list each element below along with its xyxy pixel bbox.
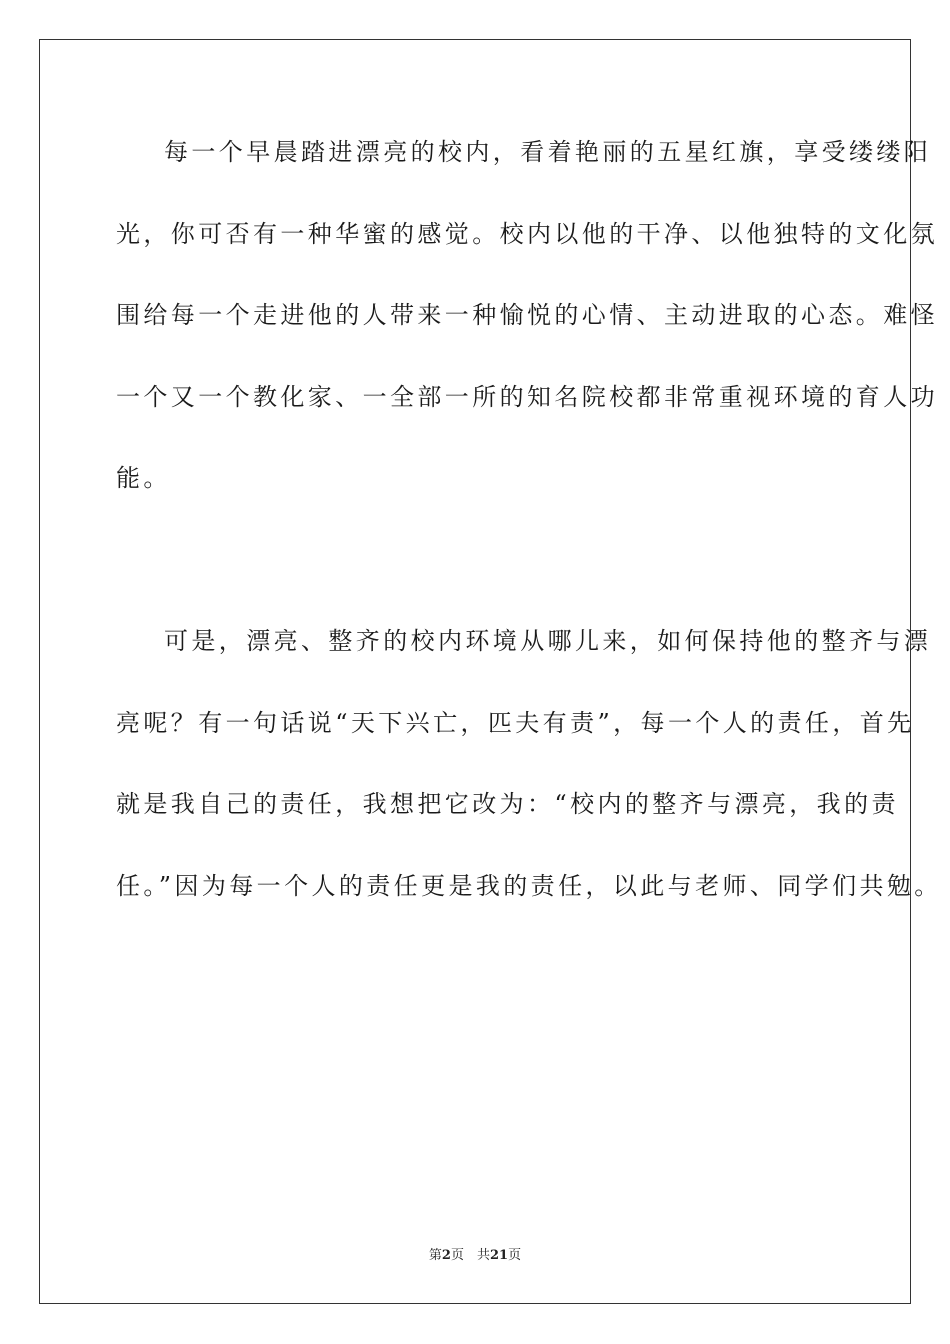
current-page-number: 2 [441,1248,451,1263]
text-line: 光，你可否有一种华蜜的感觉。校内以他的干净、以他独特的文化氛 [116,219,938,248]
text-line: 围给每一个走进他的人带来一种愉悦的心情、主动进取的心态。难怪 [116,301,938,329]
text-line: 就是我自己的责任，我想把它改为：“校内的整齐与漂亮，我的责 [116,790,899,818]
total-page-count: 21 [489,1248,509,1263]
document-body [116,119,942,934]
text-line: 任。”因为每一个人的责任更是我的责任，以此与老师、同学们共勉。 [116,871,942,900]
text-line: 可是，漂亮、整齐的校内环境从哪儿来，如何保持他的整齐与漂 [164,627,932,655]
page-footer [0,1246,950,1266]
footer-prefix: 第 [428,1248,442,1263]
paragraph-1 [116,119,938,527]
text-line: 亮呢？有一句话说“天下兴亡，匹夫有责”，每一个人的责任，首先 [116,708,915,737]
footer-suffix: 页 [508,1248,522,1263]
paragraph-2 [116,608,942,934]
paragraph-spacer [116,527,836,609]
footer-middle: 页 共 [450,1248,490,1263]
text-line: 一个又一个教化家、一全部一所的知名院校都非常重视环境的育人功 [116,382,938,411]
text-line: 能。 [116,464,171,492]
text-line: 每一个早晨踏进漂亮的校内，看着艳丽的五星红旗，享受缕缕阳 [164,138,932,166]
